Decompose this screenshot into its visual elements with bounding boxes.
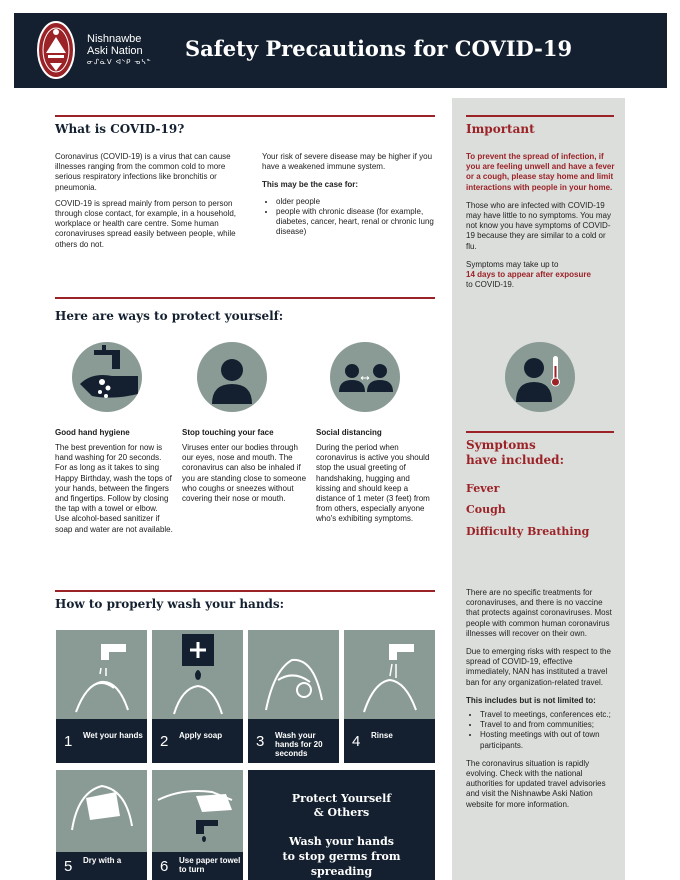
wash-step (248, 630, 339, 763)
org-line-2: Aski Nation (87, 45, 143, 57)
what-title: What is COVID-19? (55, 122, 185, 136)
org-name (87, 33, 152, 69)
step-label: Wet your hands (83, 731, 143, 740)
soap-icon (152, 630, 243, 720)
what-p3: Your risk of severe disease may be higher if you have a weakened immune system. (262, 152, 433, 172)
promo-line: to stop germs from (282, 850, 401, 863)
important-text (466, 152, 616, 296)
step-number: 1 (64, 733, 73, 750)
page-header (14, 13, 667, 88)
symptom-item: Fever (466, 482, 500, 495)
step-label: Use paper towel to turn (179, 856, 241, 874)
tip-text: During the period when coronavirus is active you should stop the usual greeting of handshaking, hugging and kissing and should keep a distance of 1 meter (3 feet) from from others, especially anyone who's exhibiting symptoms. (316, 443, 430, 524)
what-col-1 (55, 152, 250, 256)
important-sidebar (452, 98, 625, 880)
step-label: Dry with a (83, 856, 122, 865)
wet-hands-icon (56, 630, 147, 720)
section-divider (55, 297, 435, 299)
section-divider (55, 115, 435, 117)
paper-towel-tap-icon (152, 770, 243, 850)
wash-step (56, 770, 147, 880)
what-p2: COVID-19 is spread mainly from person to person through close contact, for example, in a household, workplace or health care centre. Some human coronaviruses spread easily between people, while others do not. (55, 198, 236, 249)
wash-step (344, 630, 435, 763)
travel-list-heading: This includes but is not limited to: (466, 695, 596, 705)
symptom-item: Difficulty Breathing (466, 525, 590, 538)
what-p4: This may be the case for: (262, 180, 359, 190)
important-p2-highlight: 14 days to appear after exposure (466, 270, 591, 280)
wash-step (152, 630, 243, 763)
wash-step (56, 630, 147, 763)
step-label: Rinse (371, 731, 393, 740)
step-number: 5 (64, 858, 73, 875)
symptoms-title (466, 438, 564, 468)
symptoms-title-line: have included: (466, 453, 565, 467)
symptom-item: Cough (466, 503, 506, 516)
promo-line: & Others (313, 806, 370, 819)
section-divider (466, 431, 614, 433)
rinse-icon (344, 630, 435, 720)
section-divider (55, 590, 435, 592)
scrub-hands-icon (248, 630, 339, 720)
step-number: 4 (352, 733, 361, 750)
list-item: • Travel to and from communities; (480, 720, 616, 730)
dry-hands-icon (56, 770, 147, 840)
tip-title: Good hand hygiene (55, 428, 130, 437)
list-item: • Hosting meetings with out of town participants. (480, 730, 616, 750)
promo-line: Protect Yourself (291, 792, 392, 805)
important-p2a: Symptoms may take up to (466, 259, 559, 269)
list-item: • people with chronic disease (for example, diabetes, cancer, heart, renal or chronic lung disease) (276, 207, 434, 238)
what-col-2 (262, 152, 434, 237)
step-label: Wash your hands for 20 seconds (275, 731, 323, 758)
step-number: 6 (160, 858, 169, 875)
risk-list (262, 197, 434, 238)
tip-text: The best prevention for now is hand washing for 20 seconds. For as long as it takes to sing Happy Birthday, wash the tops of your hands, between the fingers and fingertips. Follow by closing the tap with a towel or elbow. Use alcohol-based sanitizer if soap and water are not available. (55, 443, 173, 534)
travel-text (466, 588, 616, 816)
tip-text: Viruses enter our bodies through our eyes, nose and mouth. The coronavirus can also be inhaled if you are standing close to someone who coughs or sneezes without covering their nose or mouth. (182, 443, 307, 504)
hand-hygiene-icon (72, 342, 142, 412)
page-title: Safety Precautions for COVID-19 (185, 36, 573, 61)
important-p1: Those who are infected with COVID-19 may have little to no symptoms. You may not know you have symptoms of COVID-19 because they are similar to a cold or flu. (466, 200, 611, 251)
tip-title: Stop touching your face (182, 428, 274, 437)
promo-box (248, 770, 435, 880)
wash-title: How to properly wash your hands: (55, 597, 285, 611)
protect-title: Here are ways to protect yourself: (55, 309, 284, 323)
promo-line: Wash your hands (289, 835, 394, 848)
wash-step (152, 770, 243, 880)
symptom-person-icon (505, 342, 575, 412)
step-label: Apply soap (179, 731, 223, 740)
treatment-p: There are no specific treatments for coronaviruses, and there is no vaccine that protects against coronaviruses. Most people with common human coronavirus illnesses will recover on their own. (466, 588, 612, 638)
travel-ban-p: Due to emerging risks with respect to the spread of COVID-19, effective immediately, NAN has instituted a travel ban for any organization-related travel. (466, 647, 611, 687)
social-distancing-icon (330, 342, 400, 412)
promo-line: spreading (310, 865, 373, 878)
tip-title: Social distancing (316, 428, 382, 437)
section-divider (466, 115, 614, 117)
org-line-1: Nishnawbe (87, 33, 142, 45)
travel-list (466, 710, 616, 751)
important-p2b: to COVID-19. (466, 280, 515, 290)
step-number: 2 (160, 733, 169, 750)
list-item: • older people (276, 197, 434, 207)
important-title: Important (466, 122, 535, 136)
face-icon (197, 342, 267, 412)
symptoms-title-line: Symptoms (466, 438, 536, 452)
what-p1: Coronavirus (COVID-19) is a virus that can cause illnesses ranging from the common cold to more serious respiratory infections like bronchitis or pneumonia. (55, 152, 231, 192)
list-item: • Travel to meetings, conferences etc.; (480, 710, 616, 720)
step-number: 3 (256, 733, 265, 750)
nan-logo-icon (36, 19, 76, 81)
important-warning: To prevent the spread of infection, if you are feeling unwell and have a fever or a cough, please stay home and limit interactions with people in your home. (466, 152, 615, 192)
closing-p: The coronavirus situation is rapidly evolving. Check with the national authorities for updated travel advisories and visit the Nishnawbe Aski Nation website for more information. (466, 758, 606, 809)
org-syllabics: ᓂᔑᓈᐯ ᐊᔅᑭ ᓀᓴᓐ (87, 59, 152, 66)
